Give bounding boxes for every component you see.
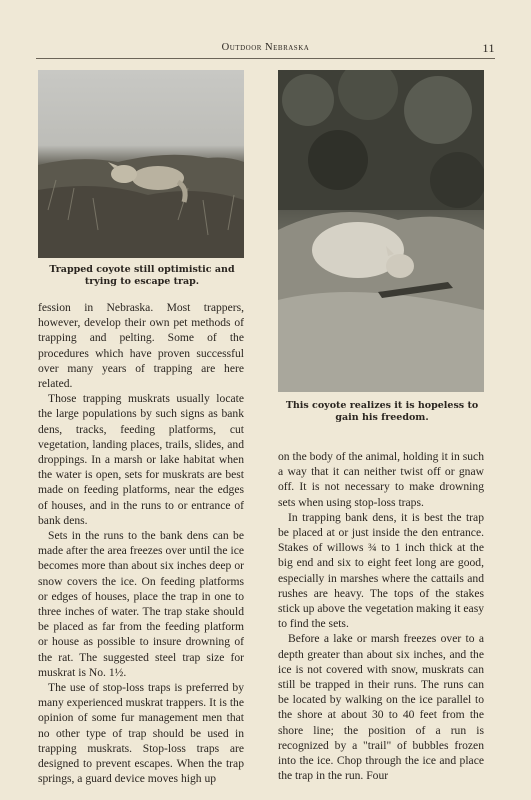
photo-caption-right: This coyote realizes it is hopeless to gain his freedom.: [285, 400, 479, 423]
photo-illustration: [278, 70, 484, 392]
magazine-title: Outdoor Nebraska: [221, 42, 310, 53]
paragraph: The use of stop-loss traps is preferred by many experienced muskrat trappers. It is the opinion of some fur management men that no other type of trap should be used in trapping muskrats. Stop-loss traps are designed to prevent escapes. When the trap springs, a guard device moves high up: [38, 681, 244, 786]
coyote-photo-left: [38, 70, 244, 258]
paragraph: Sets in the runs to the bank dens can be made after the area freezes over until the ice becomes more than about six inches deep or snow covers the ice. On feeding platforms or edges of houses, place the trap in one to three inches of water. The trap stake should be placed as far from the feeding platform or house as possible to insure drowning of the rat. The suggested steel trap size for muskrat is No. 1½.: [38, 529, 244, 679]
coyote-photo-right: [278, 70, 484, 392]
page-header: [36, 42, 495, 59]
paragraph: In trapping bank dens, it is best the trap be placed at or just inside the den entrance. Stakes of willows ¾ to 1 inch thick at the big end and six to eight feet long are good, especially in marshes where the cattails and rushes are heavy. The tops of the stakes stick up above the vegetation making it easy to find the sets.: [278, 510, 484, 631]
page-number: 11: [482, 41, 495, 55]
photo-caption-left: Trapped coyote still optimistic and trying to escape trap.: [49, 264, 235, 287]
photo-illustration: [38, 70, 244, 258]
paragraph: fession in Nebraska. Most trappers, however, develop their own pet methods of trapping and pelting. Some of the procedures which have proven successful over many years of trapping are here related.: [38, 301, 244, 391]
text-column-left: [38, 300, 244, 787]
paragraph: on the body of the animal, holding it in such a way that it can neither twist off or gnaw off. It is not necessary to make drowning sets when using stop-loss traps.: [278, 450, 484, 509]
paragraph: Those trapping muskrats usually locate the large populations by such signs as bank dens, tracks, feeding platforms, cut vegetation, landing places, trails, slides, and droppings. In a marsh or lake habitat when the water is open, sets for muskrats are best made on feeding platforms, near the edges of houses, and in the runs to or entrance of bank dens.: [38, 392, 244, 527]
paragraph: Before a lake or marsh freezes over to a depth greater than about six inches, and the ice is not covered with snow, muskrats can still be trapped in their runs. The runs can be located by walking on the ice parallel to the shore at about 30 to 40 feet from the shore line; the position of a run is recognized by a "trail" of bubbles frozen into the ice. Chop through the ice and place the trap in the run. Four: [278, 632, 484, 783]
text-column-right: [278, 449, 484, 783]
